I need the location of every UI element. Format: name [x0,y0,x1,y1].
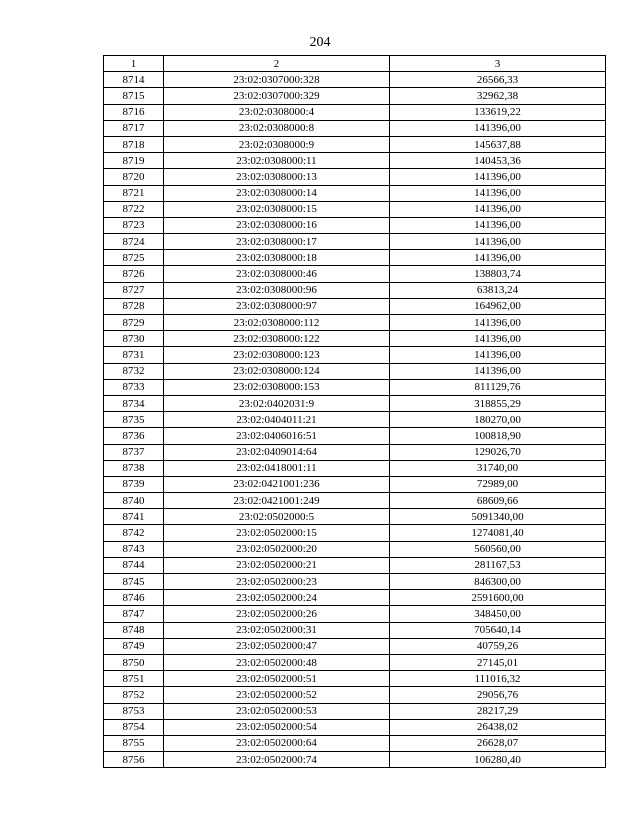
value-cell: 141396,00 [390,234,606,250]
row-number-cell: 8741 [104,509,164,525]
row-number-cell: 8754 [104,719,164,735]
cadastral-number-cell: 23:02:0308000:123 [164,347,390,363]
row-number-cell: 8716 [104,104,164,120]
table-row [104,201,606,217]
value-cell: 560560,00 [390,541,606,557]
value-cell: 164962,00 [390,298,606,314]
value-cell: 68609,66 [390,493,606,509]
row-number-cell: 8733 [104,379,164,395]
cadastral-number-cell: 23:02:0421001:236 [164,476,390,492]
table-row [104,347,606,363]
row-number-cell: 8714 [104,72,164,88]
value-cell: 141396,00 [390,347,606,363]
row-number-cell: 8745 [104,574,164,590]
table-row [104,412,606,428]
row-number-cell: 8723 [104,217,164,233]
table-row [104,671,606,687]
row-number-cell: 8751 [104,671,164,687]
cadastral-number-cell: 23:02:0502000:53 [164,703,390,719]
row-number-cell: 8743 [104,541,164,557]
value-cell: 133619,22 [390,104,606,120]
value-cell: 26566,33 [390,72,606,88]
row-number-cell: 8722 [104,201,164,217]
value-cell: 141396,00 [390,315,606,331]
row-number-cell: 8753 [104,703,164,719]
table-row [104,493,606,509]
value-cell: 29056,76 [390,687,606,703]
cadastral-number-cell: 23:02:0308000:11 [164,153,390,169]
table-row [104,395,606,411]
row-number-cell: 8750 [104,654,164,670]
value-cell: 26628,07 [390,735,606,751]
value-cell: 100818,90 [390,428,606,444]
value-cell: 1274081,40 [390,525,606,541]
value-cell: 141396,00 [390,169,606,185]
cadastral-number-cell: 23:02:0502000:47 [164,638,390,654]
table-row [104,444,606,460]
table-row [104,687,606,703]
table-row [104,525,606,541]
column-header-2: 2 [164,56,390,72]
value-cell: 138803,74 [390,266,606,282]
row-number-cell: 8725 [104,250,164,266]
cadastral-number-cell: 23:02:0502000:24 [164,590,390,606]
table-row [104,703,606,719]
cadastral-number-cell: 23:02:0307000:329 [164,88,390,104]
cadastral-number-cell: 23:02:0502000:51 [164,671,390,687]
cadastral-number-cell: 23:02:0308000:8 [164,120,390,136]
cadastral-number-cell: 23:02:0502000:15 [164,525,390,541]
value-cell: 27145,01 [390,654,606,670]
table-row [104,217,606,233]
table-row [104,169,606,185]
table-row [104,590,606,606]
cadastral-number-cell: 23:02:0421001:249 [164,493,390,509]
table-row [104,298,606,314]
cadastral-number-cell: 23:02:0502000:74 [164,752,390,768]
cadastral-number-cell: 23:02:0502000:54 [164,719,390,735]
table-row [104,72,606,88]
table-row [104,574,606,590]
table-row [104,363,606,379]
cadastral-number-cell: 23:02:0404011:21 [164,412,390,428]
table-row [104,654,606,670]
row-number-cell: 8731 [104,347,164,363]
row-number-cell: 8739 [104,476,164,492]
row-number-cell: 8749 [104,638,164,654]
cadastral-number-cell: 23:02:0308000:112 [164,315,390,331]
row-number-cell: 8734 [104,395,164,411]
row-number-cell: 8717 [104,120,164,136]
cadastral-number-cell: 23:02:0308000:15 [164,201,390,217]
cadastral-number-cell: 23:02:0502000:20 [164,541,390,557]
row-number-cell: 8756 [104,752,164,768]
table-row [104,153,606,169]
row-number-cell: 8748 [104,622,164,638]
cadastral-number-cell: 23:02:0406016:51 [164,428,390,444]
value-cell: 111016,32 [390,671,606,687]
value-cell: 63813,24 [390,282,606,298]
cadastral-number-cell: 23:02:0308000:124 [164,363,390,379]
row-number-cell: 8727 [104,282,164,298]
cadastral-number-cell: 23:02:0502000:48 [164,654,390,670]
value-cell: 705640,14 [390,622,606,638]
table-row [104,315,606,331]
value-cell: 106280,40 [390,752,606,768]
cadastral-number-cell: 23:02:0502000:26 [164,606,390,622]
row-number-cell: 8752 [104,687,164,703]
row-number-cell: 8724 [104,234,164,250]
cadastral-number-cell: 23:02:0502000:23 [164,574,390,590]
cadastral-number-cell: 23:02:0308000:46 [164,266,390,282]
row-number-cell: 8742 [104,525,164,541]
value-cell: 141396,00 [390,250,606,266]
table-row [104,266,606,282]
cadastral-number-cell: 23:02:0308000:4 [164,104,390,120]
table-row [104,460,606,476]
table-row [104,88,606,104]
cadastral-number-cell: 23:02:0308000:153 [164,379,390,395]
table-header [104,56,606,72]
value-cell: 846300,00 [390,574,606,590]
row-number-cell: 8719 [104,153,164,169]
table-row [104,120,606,136]
table-row [104,136,606,152]
cadastral-number-cell: 23:02:0308000:16 [164,217,390,233]
cadastral-number-cell: 23:02:0308000:97 [164,298,390,314]
table-row [104,234,606,250]
table-row [104,735,606,751]
value-cell: 180270,00 [390,412,606,428]
cadastral-number-cell: 23:02:0502000:52 [164,687,390,703]
table-row [104,476,606,492]
cadastral-number-cell: 23:02:0308000:14 [164,185,390,201]
table-row [104,606,606,622]
value-cell: 31740,00 [390,460,606,476]
row-number-cell: 8737 [104,444,164,460]
table-row [104,752,606,768]
cadastral-number-cell: 23:02:0308000:18 [164,250,390,266]
table-row [104,104,606,120]
table-row [104,428,606,444]
table-row [104,282,606,298]
table-header-row [104,56,606,72]
value-cell: 140453,36 [390,153,606,169]
column-header-3: 3 [390,56,606,72]
value-cell: 28217,29 [390,703,606,719]
row-number-cell: 8746 [104,590,164,606]
table-row [104,557,606,573]
row-number-cell: 8740 [104,493,164,509]
cadastral-number-cell: 23:02:0308000:9 [164,136,390,152]
cadastral-number-cell: 23:02:0308000:96 [164,282,390,298]
table-row [104,185,606,201]
table-row [104,719,606,735]
row-number-cell: 8736 [104,428,164,444]
row-number-cell: 8755 [104,735,164,751]
cadastral-number-cell: 23:02:0308000:13 [164,169,390,185]
value-cell: 26438,02 [390,719,606,735]
cadastral-number-cell: 23:02:0307000:328 [164,72,390,88]
value-cell: 145637,88 [390,136,606,152]
cadastral-number-cell: 23:02:0502000:64 [164,735,390,751]
row-number-cell: 8726 [104,266,164,282]
page-number: 204 [309,35,331,50]
table-body [104,72,606,768]
value-cell: 141396,00 [390,185,606,201]
value-cell: 32962,38 [390,88,606,104]
value-cell: 141396,00 [390,217,606,233]
table-row [104,331,606,347]
value-cell: 2591600,00 [390,590,606,606]
row-number-cell: 8715 [104,88,164,104]
row-number-cell: 8732 [104,363,164,379]
cadastral-number-cell: 23:02:0418001:11 [164,460,390,476]
value-cell: 141396,00 [390,331,606,347]
column-header-1: 1 [104,56,164,72]
cadastral-number-cell: 23:02:0502000:21 [164,557,390,573]
value-cell: 348450,00 [390,606,606,622]
row-number-cell: 8728 [104,298,164,314]
value-cell: 318855,29 [390,395,606,411]
table-row [104,250,606,266]
row-number-cell: 8747 [104,606,164,622]
value-cell: 141396,00 [390,363,606,379]
value-cell: 5091340,00 [390,509,606,525]
value-cell: 129026,70 [390,444,606,460]
row-number-cell: 8735 [104,412,164,428]
value-cell: 72989,00 [390,476,606,492]
cadastral-number-cell: 23:02:0502000:31 [164,622,390,638]
cadastral-number-cell: 23:02:0308000:17 [164,234,390,250]
row-number-cell: 8738 [104,460,164,476]
table-row [104,541,606,557]
table-row [104,379,606,395]
value-cell: 141396,00 [390,120,606,136]
row-number-cell: 8720 [104,169,164,185]
value-cell: 281167,53 [390,557,606,573]
cadastral-number-cell: 23:02:0502000:5 [164,509,390,525]
value-cell: 141396,00 [390,201,606,217]
data-table [103,55,606,768]
row-number-cell: 8730 [104,331,164,347]
cadastral-number-cell: 23:02:0402031:9 [164,395,390,411]
table-row [104,638,606,654]
row-number-cell: 8721 [104,185,164,201]
cadastral-number-cell: 23:02:0308000:122 [164,331,390,347]
row-number-cell: 8729 [104,315,164,331]
cadastral-number-cell: 23:02:0409014:64 [164,444,390,460]
value-cell: 811129,76 [390,379,606,395]
row-number-cell: 8718 [104,136,164,152]
table-row [104,509,606,525]
row-number-cell: 8744 [104,557,164,573]
value-cell: 40759,26 [390,638,606,654]
table-row [104,622,606,638]
